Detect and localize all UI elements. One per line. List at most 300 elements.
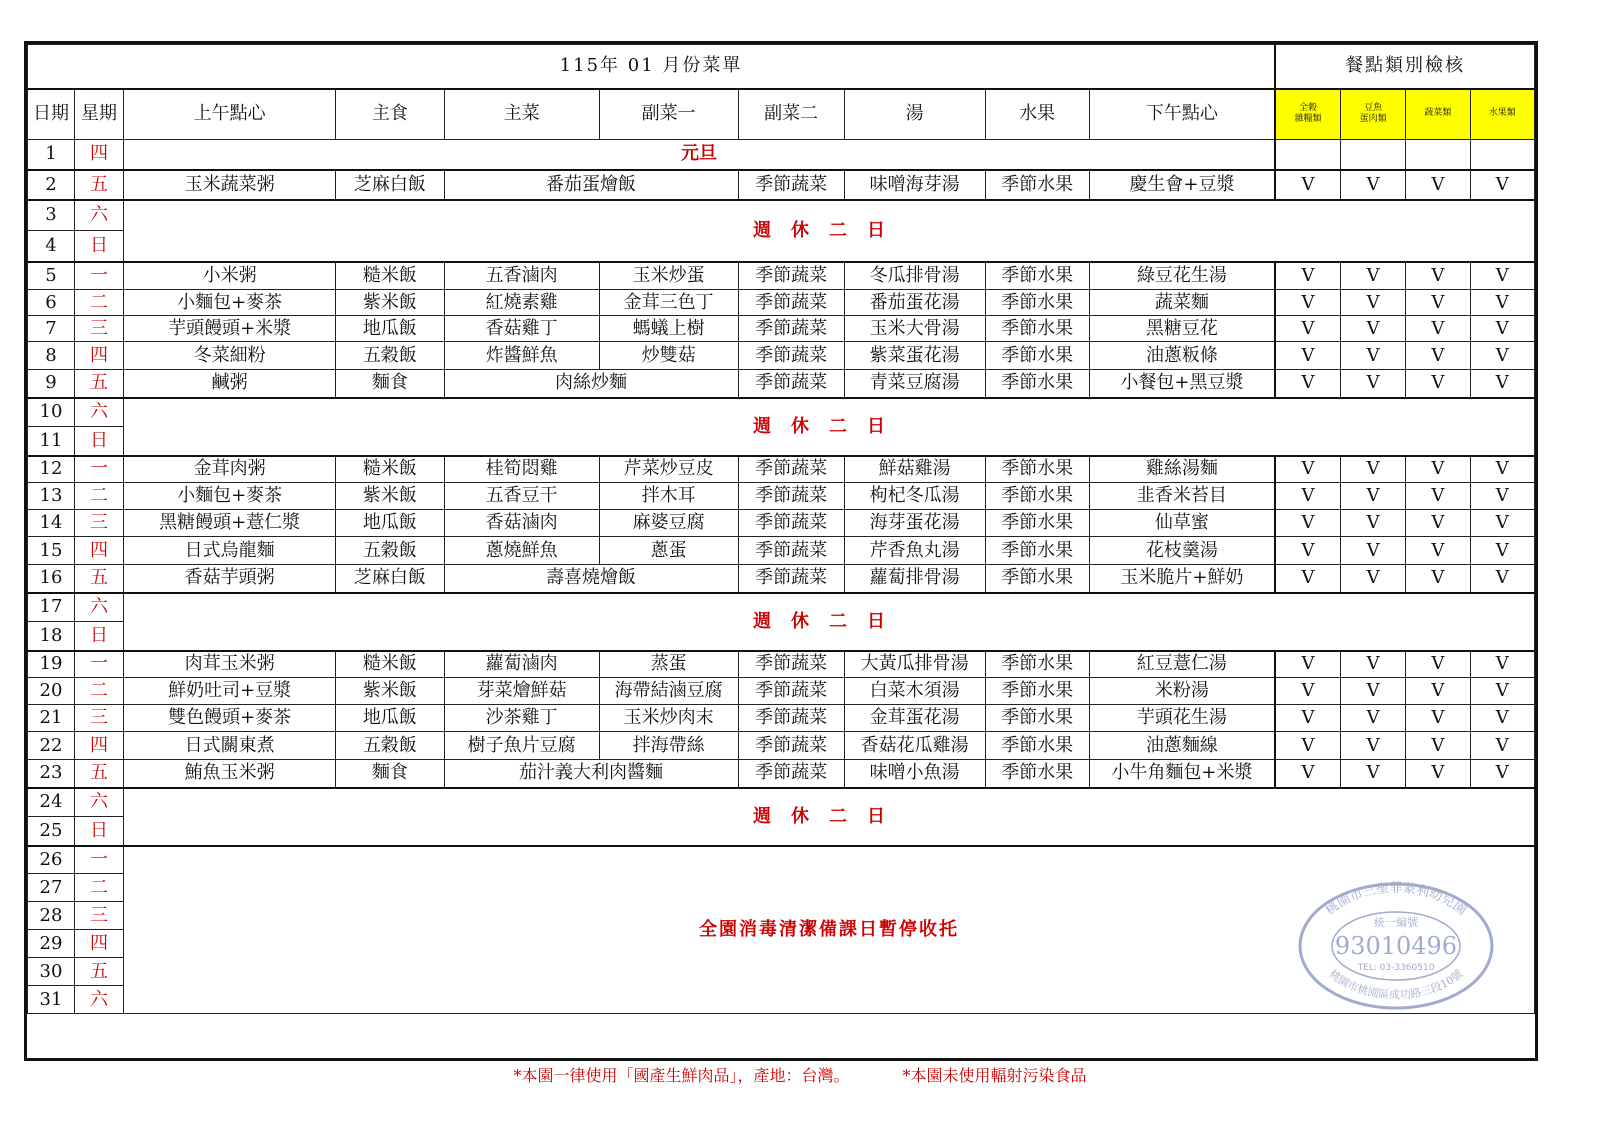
check-mark: V: [1470, 370, 1534, 398]
day-number: 17: [28, 593, 75, 622]
header-am-snack: 上午點心: [123, 89, 335, 140]
day-number: 7: [28, 316, 75, 342]
fruit: 季節水果: [985, 170, 1089, 200]
soup: 冬瓜排骨湯: [844, 262, 985, 290]
am-snack: 芋頭饅頭+米漿: [123, 316, 335, 342]
pm-snack: 雞絲湯麵: [1089, 456, 1275, 483]
soup: 芹香魚丸湯: [844, 537, 985, 565]
table-row: [28, 262, 1535, 290]
check-mark: V: [1340, 537, 1405, 565]
am-snack: 肉茸玉米粥: [123, 651, 335, 678]
check-mark: V: [1275, 290, 1340, 316]
check-mark: V: [1470, 537, 1534, 565]
check-mark: V: [1275, 705, 1340, 732]
check-mark: V: [1406, 705, 1470, 732]
header-side2: 副菜二: [738, 89, 844, 140]
table-row: [28, 316, 1535, 342]
header-main: 主菜: [444, 89, 599, 140]
check-mark: V: [1275, 565, 1340, 593]
check-cell: [1470, 140, 1534, 170]
staple: 五穀飯: [336, 342, 444, 370]
weekday: 四: [74, 732, 123, 760]
header-cat-protein-line1: 豆魚: [1364, 102, 1383, 113]
soup: 枸杞冬瓜湯: [844, 483, 985, 510]
weekday: 四: [74, 930, 123, 958]
check-mark: V: [1406, 342, 1470, 370]
check-mark: V: [1275, 678, 1340, 705]
main-dish: 番茄蛋燴飯: [444, 170, 738, 200]
day-number: 14: [28, 510, 75, 537]
am-snack: 金茸肉粥: [123, 456, 335, 483]
pm-snack: 綠豆花生湯: [1089, 262, 1275, 290]
am-snack: 冬菜細粉: [123, 342, 335, 370]
fruit: 季節水果: [985, 290, 1089, 316]
main-dish: 炸醬鮮魚: [444, 342, 599, 370]
check-mark: V: [1275, 316, 1340, 342]
check-mark: V: [1470, 483, 1534, 510]
day-number: 1: [28, 140, 75, 170]
staple: 五穀飯: [336, 732, 444, 760]
header-cat-grains-line1: 全穀: [1298, 102, 1317, 113]
side-dish-2: 季節蔬菜: [738, 342, 844, 370]
fruit: 季節水果: [985, 678, 1089, 705]
weekday: 一: [74, 846, 123, 874]
side-dish-2: 季節蔬菜: [738, 760, 844, 788]
check-mark: V: [1275, 262, 1340, 290]
day-number: 18: [28, 622, 75, 651]
check-mark: V: [1340, 705, 1405, 732]
am-snack: 香菇芋頭粥: [123, 565, 335, 593]
day-number: 3: [28, 200, 75, 231]
am-snack: 小麵包+麥茶: [123, 483, 335, 510]
side-dish-2: 季節蔬菜: [738, 510, 844, 537]
fruit: 季節水果: [985, 510, 1089, 537]
main-dish: 香菇雞丁: [444, 316, 599, 342]
check-mark: V: [1275, 651, 1340, 678]
holiday-banner: 元旦: [123, 140, 1275, 170]
day-number: 30: [28, 958, 75, 986]
weekend-banner: 週休二日: [123, 200, 1534, 262]
main-dish: 壽喜燒燴飯: [444, 565, 738, 593]
table-row: [28, 290, 1535, 316]
main-dish: 桂筍悶雞: [444, 456, 599, 483]
soup: 金茸蛋花湯: [844, 705, 985, 732]
main-dish: 茄汁義大利肉醬麵: [444, 760, 738, 788]
day-number: 26: [28, 846, 75, 874]
table-row: [28, 510, 1535, 537]
pm-snack: 芋頭花生湯: [1089, 705, 1275, 732]
check-mark: V: [1340, 483, 1405, 510]
check-mark: V: [1275, 342, 1340, 370]
check-mark: V: [1406, 170, 1470, 200]
weekday: 五: [74, 370, 123, 398]
check-mark: V: [1406, 483, 1470, 510]
day-number: 31: [28, 986, 75, 1014]
main-dish: 沙茶雞丁: [444, 705, 599, 732]
check-mark: V: [1470, 290, 1534, 316]
check-mark: V: [1406, 651, 1470, 678]
weekend-banner: 週休二日: [123, 398, 1534, 456]
table-row: [28, 732, 1535, 760]
check-mark: V: [1406, 316, 1470, 342]
day-number: 24: [28, 788, 75, 817]
side-dish-1: 金茸三色丁: [599, 290, 738, 316]
soup: 香菇花瓜雞湯: [844, 732, 985, 760]
check-mark: V: [1470, 170, 1534, 200]
side-dish-1: 螞蟻上樹: [599, 316, 738, 342]
side-dish-2: 季節蔬菜: [738, 537, 844, 565]
table-row: [28, 370, 1535, 398]
check-mark: V: [1406, 262, 1470, 290]
table-row: [28, 200, 1535, 231]
header-fruit: 水果: [985, 89, 1089, 140]
main-dish: 樹子魚片豆腐: [444, 732, 599, 760]
header-cat-veg: 蔬菜類: [1406, 89, 1470, 140]
check-mark: V: [1470, 342, 1534, 370]
check-cell: [1275, 140, 1340, 170]
check-mark: V: [1275, 170, 1340, 200]
staple: 麵食: [336, 370, 444, 398]
check-mark: V: [1470, 651, 1534, 678]
soup: 番茄蛋花湯: [844, 290, 985, 316]
staple: 地瓜飯: [336, 705, 444, 732]
day-number: 28: [28, 902, 75, 930]
day-number: 11: [28, 427, 75, 456]
check-mark: V: [1406, 565, 1470, 593]
staple: 糙米飯: [336, 456, 444, 483]
header-cat-grains: [1275, 89, 1340, 140]
day-number: 12: [28, 456, 75, 483]
weekday: 二: [74, 483, 123, 510]
am-snack: 日式烏龍麵: [123, 537, 335, 565]
check-mark: V: [1340, 262, 1405, 290]
check-mark: V: [1275, 760, 1340, 788]
weekday: 一: [74, 262, 123, 290]
weekday: 六: [74, 398, 123, 427]
pm-snack: 仙草蜜: [1089, 510, 1275, 537]
day-number: 6: [28, 290, 75, 316]
fruit: 季節水果: [985, 316, 1089, 342]
check-title: 餐點類別檢核: [1275, 45, 1534, 89]
side-dish-1: 玉米炒蛋: [599, 262, 738, 290]
table-row: [28, 140, 1535, 170]
soup: 玉米大骨湯: [844, 316, 985, 342]
pm-snack: 玉米脆片+鮮奶: [1089, 565, 1275, 593]
fruit: 季節水果: [985, 342, 1089, 370]
check-mark: V: [1406, 290, 1470, 316]
day-number: 29: [28, 930, 75, 958]
staple: 糙米飯: [336, 651, 444, 678]
pm-snack: 韭香米苔目: [1089, 483, 1275, 510]
weekday: 六: [74, 788, 123, 817]
check-mark: V: [1406, 370, 1470, 398]
weekday: 四: [74, 342, 123, 370]
side-dish-2: 季節蔬菜: [738, 370, 844, 398]
side-dish-2: 季節蔬菜: [738, 651, 844, 678]
table-row: [28, 651, 1535, 678]
side-dish-1: 拌海帶絲: [599, 732, 738, 760]
check-mark: V: [1406, 732, 1470, 760]
weekday: 二: [74, 874, 123, 902]
am-snack: 鮮奶吐司+豆漿: [123, 678, 335, 705]
day-number: 15: [28, 537, 75, 565]
weekend-banner: 週休二日: [123, 593, 1534, 651]
school-seal-stamp: [1296, 880, 1496, 1010]
staple: 紫米飯: [336, 678, 444, 705]
check-mark: V: [1406, 537, 1470, 565]
check-mark: V: [1406, 510, 1470, 537]
check-mark: V: [1275, 370, 1340, 398]
main-dish: 蘿蔔滷肉: [444, 651, 599, 678]
side-dish-2: 季節蔬菜: [738, 290, 844, 316]
day-number: 22: [28, 732, 75, 760]
day-number: 2: [28, 170, 75, 200]
side-dish-1: 蔥蛋: [599, 537, 738, 565]
pm-snack: 蔬菜麵: [1089, 290, 1275, 316]
side-dish-1: 麻婆豆腐: [599, 510, 738, 537]
check-mark: V: [1340, 370, 1405, 398]
day-number: 13: [28, 483, 75, 510]
weekday: 六: [74, 593, 123, 622]
header-pm-snack: 下午點心: [1089, 89, 1275, 140]
header-side1: 副菜一: [599, 89, 738, 140]
weekday: 五: [74, 565, 123, 593]
day-number: 21: [28, 705, 75, 732]
check-cell: [1340, 140, 1405, 170]
side-dish-1: 芹菜炒豆皮: [599, 456, 738, 483]
day-number: 4: [28, 231, 75, 262]
weekday: 三: [74, 705, 123, 732]
side-dish-1: 拌木耳: [599, 483, 738, 510]
am-snack: 黑糖饅頭+薏仁漿: [123, 510, 335, 537]
stamp-top-text: 桃園市三聖菲蒙利幼兒園: [1322, 881, 1470, 919]
side-dish-2: 季節蔬菜: [738, 565, 844, 593]
fruit: 季節水果: [985, 370, 1089, 398]
table-row: [28, 705, 1535, 732]
weekday: 六: [74, 986, 123, 1014]
weekday: 三: [74, 316, 123, 342]
table-row: [28, 760, 1535, 788]
table-row: [28, 593, 1535, 622]
weekday: 日: [74, 231, 123, 262]
staple: 地瓜飯: [336, 316, 444, 342]
check-mark: V: [1340, 510, 1405, 537]
am-snack: 鹹粥: [123, 370, 335, 398]
check-cell: [1406, 140, 1470, 170]
table-row: [28, 170, 1535, 200]
header-cat-protein-line2: 蛋肉類: [1359, 114, 1387, 125]
day-number: 19: [28, 651, 75, 678]
table-row: [28, 565, 1535, 593]
side-dish-2: 季節蔬菜: [738, 456, 844, 483]
main-dish: 五香豆干: [444, 483, 599, 510]
table-row: [28, 678, 1535, 705]
footer-note-meat: *本園一律使用「國產生鮮肉品」，產地：台灣。: [513, 1066, 850, 1085]
staple: 麵食: [336, 760, 444, 788]
pm-snack: 小牛角麵包+米漿: [1089, 760, 1275, 788]
check-mark: V: [1470, 510, 1534, 537]
check-mark: V: [1340, 678, 1405, 705]
check-mark: V: [1275, 510, 1340, 537]
table-row: [28, 483, 1535, 510]
soup: 鮮菇雞湯: [844, 456, 985, 483]
day-number: 16: [28, 565, 75, 593]
weekday: 五: [74, 760, 123, 788]
soup: 蘿蔔排骨湯: [844, 565, 985, 593]
staple: 糙米飯: [336, 262, 444, 290]
weekday: 五: [74, 170, 123, 200]
header-weekday: 星期: [74, 89, 123, 140]
table-row: [28, 846, 1535, 874]
table-row: [28, 398, 1535, 427]
staple: 五穀飯: [336, 537, 444, 565]
fruit: 季節水果: [985, 705, 1089, 732]
weekday: 二: [74, 678, 123, 705]
side-dish-1: 蒸蛋: [599, 651, 738, 678]
soup: 海芽蛋花湯: [844, 510, 985, 537]
check-mark: V: [1275, 732, 1340, 760]
am-snack: 小米粥: [123, 262, 335, 290]
day-number: 23: [28, 760, 75, 788]
weekday: 日: [74, 622, 123, 651]
header-cat-protein: [1340, 89, 1405, 140]
stamp-label: 統一編號: [1374, 916, 1418, 929]
weekday: 日: [74, 427, 123, 456]
check-mark: V: [1470, 565, 1534, 593]
main-dish: 肉絲炒麵: [444, 370, 738, 398]
check-mark: V: [1340, 651, 1405, 678]
day-number: 9: [28, 370, 75, 398]
soup: 紫菜蛋花湯: [844, 342, 985, 370]
main-dish: 芽菜燴鮮菇: [444, 678, 599, 705]
day-number: 25: [28, 817, 75, 846]
header-staple: 主食: [336, 89, 444, 140]
pm-snack: 黑糖豆花: [1089, 316, 1275, 342]
main-dish: 蔥燒鮮魚: [444, 537, 599, 565]
side-dish-1: 玉米炒肉末: [599, 705, 738, 732]
staple: 紫米飯: [336, 290, 444, 316]
check-mark: V: [1406, 456, 1470, 483]
soup: 大黃瓜排骨湯: [844, 651, 985, 678]
check-mark: V: [1470, 456, 1534, 483]
check-mark: V: [1275, 456, 1340, 483]
am-snack: 玉米蔬菜粥: [123, 170, 335, 200]
fruit: 季節水果: [985, 760, 1089, 788]
check-mark: V: [1340, 170, 1405, 200]
day-number: 10: [28, 398, 75, 427]
side-dish-2: 季節蔬菜: [738, 483, 844, 510]
check-mark: V: [1470, 732, 1534, 760]
fruit: 季節水果: [985, 565, 1089, 593]
side-dish-2: 季節蔬菜: [738, 262, 844, 290]
header-cat-fruit: 水果類: [1470, 89, 1534, 140]
check-mark: V: [1275, 483, 1340, 510]
stamp-tel: TEL: 03-3360510: [1357, 963, 1435, 973]
soup: 味噌海芽湯: [844, 170, 985, 200]
weekday: 四: [74, 140, 123, 170]
weekday: 三: [74, 510, 123, 537]
side-dish-2: 季節蔬菜: [738, 705, 844, 732]
menu-table: [27, 44, 1535, 1014]
check-mark: V: [1340, 565, 1405, 593]
day-number: 20: [28, 678, 75, 705]
footer-note-radiation: *本園未使用輻射污染食品: [902, 1066, 1087, 1085]
closure-banner: 全園消毒清潔備課日暫停收托: [123, 846, 1534, 1014]
weekday: 二: [74, 290, 123, 316]
staple: 芝麻白飯: [336, 565, 444, 593]
pm-snack: 小餐包+黑豆漿: [1089, 370, 1275, 398]
fruit: 季節水果: [985, 483, 1089, 510]
day-number: 8: [28, 342, 75, 370]
header-cat-grains-line2: 雜糧類: [1294, 114, 1322, 125]
check-mark: V: [1275, 537, 1340, 565]
check-mark: V: [1340, 732, 1405, 760]
side-dish-2: 季節蔬菜: [738, 732, 844, 760]
header-date: 日期: [28, 89, 75, 140]
check-mark: V: [1340, 760, 1405, 788]
weekday: 一: [74, 456, 123, 483]
check-mark: V: [1406, 678, 1470, 705]
table-row: [28, 342, 1535, 370]
table-row: [28, 456, 1535, 483]
fruit: 季節水果: [985, 262, 1089, 290]
fruit: 季節水果: [985, 651, 1089, 678]
fruit: 季節水果: [985, 456, 1089, 483]
weekday: 三: [74, 902, 123, 930]
am-snack: 鮪魚玉米粥: [123, 760, 335, 788]
day-number: 5: [28, 262, 75, 290]
main-dish: 五香滷肉: [444, 262, 599, 290]
weekday: 六: [74, 200, 123, 231]
check-mark: V: [1470, 678, 1534, 705]
staple: 地瓜飯: [336, 510, 444, 537]
check-mark: V: [1470, 262, 1534, 290]
weekday: 五: [74, 958, 123, 986]
check-mark: V: [1340, 290, 1405, 316]
check-mark: V: [1340, 316, 1405, 342]
header-soup: 湯: [844, 89, 985, 140]
side-dish-2: 季節蔬菜: [738, 170, 844, 200]
check-mark: V: [1340, 456, 1405, 483]
pm-snack: 慶生會+豆漿: [1089, 170, 1275, 200]
weekday: 日: [74, 817, 123, 846]
pm-snack: 米粉湯: [1089, 678, 1275, 705]
am-snack: 小麵包+麥茶: [123, 290, 335, 316]
side-dish-1: 海帶結滷豆腐: [599, 678, 738, 705]
day-number: 27: [28, 874, 75, 902]
main-dish: 香菇滷肉: [444, 510, 599, 537]
check-mark: V: [1470, 705, 1534, 732]
page-title: 115年 01 月份菜單: [28, 45, 1276, 89]
soup: 青菜豆腐湯: [844, 370, 985, 398]
weekday: 一: [74, 651, 123, 678]
table-row: [28, 788, 1535, 817]
side-dish-1: 炒雙菇: [599, 342, 738, 370]
am-snack: 日式關東煮: [123, 732, 335, 760]
side-dish-2: 季節蔬菜: [738, 316, 844, 342]
weekday: 四: [74, 537, 123, 565]
check-mark: V: [1406, 760, 1470, 788]
staple: 芝麻白飯: [336, 170, 444, 200]
weekend-banner: 週休二日: [123, 788, 1534, 846]
am-snack: 雙色饅頭+麥茶: [123, 705, 335, 732]
check-mark: V: [1470, 760, 1534, 788]
soup: 白菜木須湯: [844, 678, 985, 705]
stamp-address: 桃園市桃園區成功路三段10號: [1326, 967, 1466, 1002]
pm-snack: 油蔥粄條: [1089, 342, 1275, 370]
soup: 味噌小魚湯: [844, 760, 985, 788]
side-dish-2: 季節蔬菜: [738, 678, 844, 705]
